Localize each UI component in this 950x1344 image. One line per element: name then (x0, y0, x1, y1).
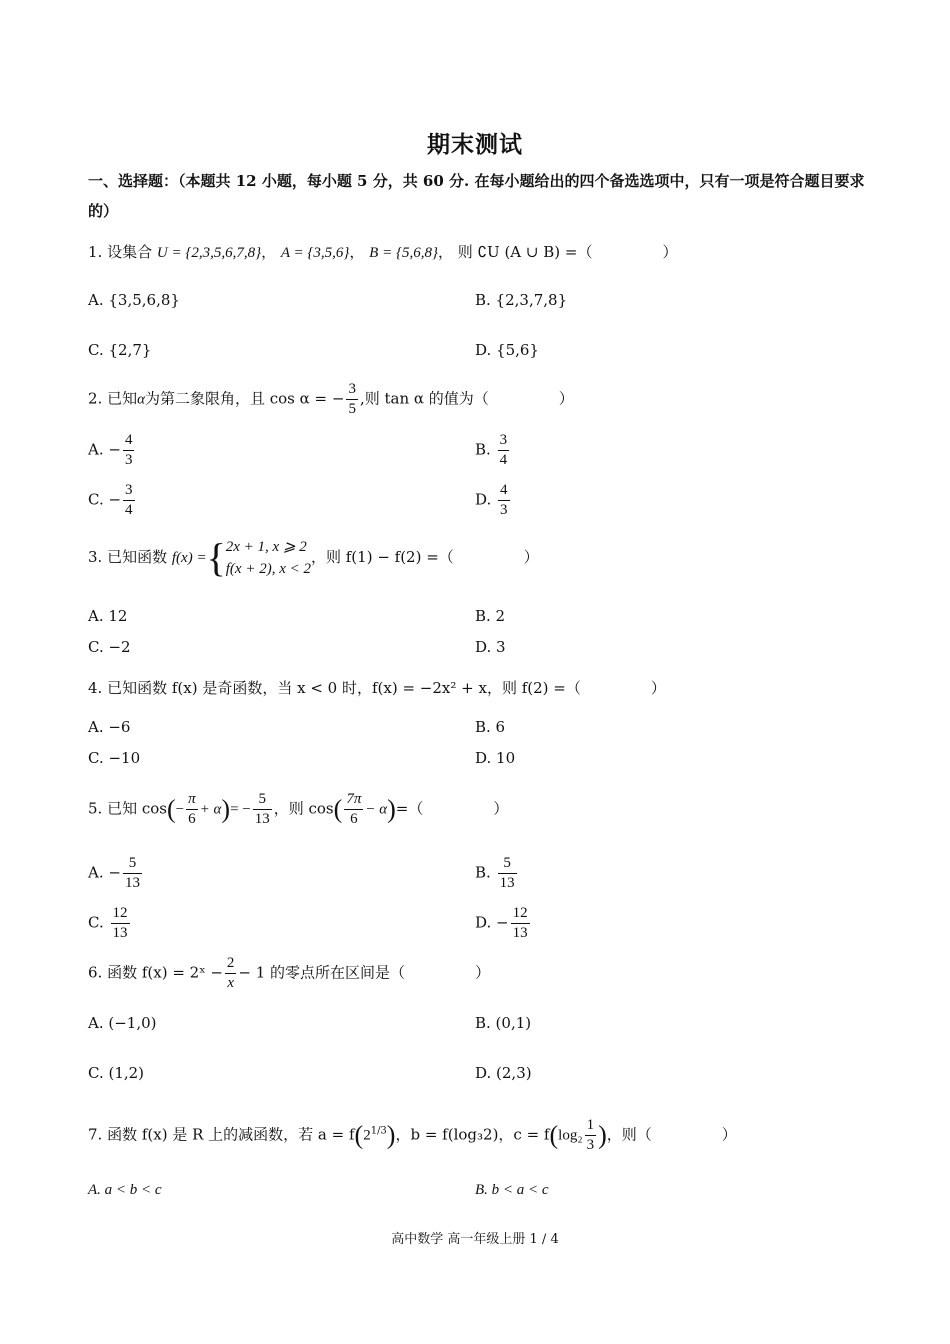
q3-brace: { (206, 535, 226, 580)
question-1: 1. 设集合 U = {2,3,5,6,7,8}， A = {3,5,6}， B = {5,6,8}， 则 ∁U (A ∪ B) =（ ） (88, 243, 678, 261)
q5-c-den: 13 (112, 925, 128, 941)
q1-prefix: 1. 设集合 (88, 243, 153, 261)
q7-option-b (475, 1180, 549, 1199)
q6-den: x (227, 975, 234, 991)
q2-a-den: 3 (124, 452, 133, 468)
q5-prefix: 5. 已知 cos (88, 799, 167, 818)
q5-minus-alpha: − α (365, 801, 388, 818)
q3-option-d: D. 3 (475, 638, 506, 656)
q2-option-b (475, 431, 511, 470)
q4-option-a: A. −6 (88, 718, 131, 736)
q7-exponent: 1/3 (370, 1125, 387, 1137)
q5-thirteen: 13 (254, 811, 270, 827)
q4-text: 4. 已知函数 f(x) 是奇函数，当 x < 0 时，f(x) = −2x² + x，则 f(2) =（ (88, 679, 581, 697)
q4-option-d: D. 10 (475, 749, 516, 767)
q2-c-label: C. − (88, 490, 122, 509)
q5-option-a (88, 854, 144, 893)
q1-option-a: A. {3,5,6,8} (88, 291, 180, 309)
q6-option-b: B. (0,1) (475, 1014, 532, 1032)
q7-a-text: A. a < b < c (88, 1182, 162, 1198)
q5-d-label: D. − (475, 913, 509, 932)
q7-option-a (88, 1180, 162, 1199)
q7-log: log₂ (558, 1127, 583, 1144)
q7-close: ） (721, 1125, 737, 1144)
q1-set-u: U = {2,3,5,6,7,8} (156, 245, 262, 261)
q5-mid: ，则 cos (273, 799, 334, 818)
section-heading: 一、选择题：（本题共 12 小题，每小题 5 分，共 60 分. 在每小题给出的四个备选选项中，只有一项是符合题目要求的） (88, 172, 865, 220)
q7-den: 3 (586, 1137, 595, 1153)
q4-option-c: C. −10 (88, 749, 141, 767)
q5-b-num: 5 (498, 854, 517, 874)
question-2 (88, 380, 574, 419)
q5-option-b (475, 854, 519, 893)
q7-prefix: 7. 函数 f(x) 是 R 上的减函数，若 a = f (88, 1125, 355, 1144)
q5-five: 5 (253, 790, 272, 810)
q2-mid: 为第二象限角，且 cos α = − (144, 389, 345, 408)
q3-close: ） (523, 548, 539, 566)
q5-c-label: C. (88, 913, 104, 932)
q2-d-label: D. (475, 490, 492, 509)
q6-option-d: D. (2,3) (475, 1064, 532, 1082)
q3-option-b: B. 2 (475, 607, 506, 625)
question-4 (88, 677, 666, 698)
question-3 (88, 536, 539, 580)
q1-ask: 则 ∁U (A ∪ B) =（ (457, 243, 593, 261)
q2-b-label: B. (475, 440, 491, 459)
q3-cases (226, 536, 311, 580)
q3-option-a: A. 12 (88, 607, 128, 625)
q3-prefix: 3. 已知函数 (88, 548, 168, 566)
q6-num: 2 (225, 954, 237, 974)
q5-six: 6 (188, 811, 196, 827)
q2-b-den: 4 (499, 452, 508, 468)
q2-d-den: 3 (500, 502, 508, 518)
q7-num: 1 (585, 1116, 597, 1136)
q5-pi: π (186, 790, 198, 810)
q2-numerator: 3 (346, 380, 358, 400)
q3-post: ，则 f(1) − f(2) =（ (310, 548, 454, 566)
q6-prefix: 6. 函数 f(x) = 2ˣ − (88, 963, 223, 982)
q5-7pi: 7π (344, 790, 363, 810)
q1-close: ） (662, 243, 678, 261)
q6-close: ） (475, 963, 491, 982)
q5-eq: = − (230, 801, 251, 818)
q5-option-c (88, 904, 132, 943)
q2-b-num: 3 (498, 431, 510, 451)
q1-option-d: D. {5,6} (475, 341, 539, 359)
q2-c-den: 4 (125, 502, 133, 518)
q1-option-c: C. {2,7} (88, 341, 152, 359)
q2-alpha: α (137, 391, 145, 408)
q5-post: =（ (395, 799, 424, 818)
q2-close: ） (558, 389, 574, 408)
q5-plus-alpha: + α (199, 801, 222, 818)
q2-fraction (346, 380, 358, 419)
q2-denominator: 5 (348, 401, 356, 417)
q7-post: ，则（ (606, 1125, 652, 1144)
q5-six-2: 6 (350, 811, 358, 827)
page-title: 期末测试 (427, 131, 523, 158)
q2-c-num: 3 (123, 481, 135, 501)
q5-c-num: 12 (111, 904, 130, 924)
q2-a-label: A. − (88, 440, 121, 459)
q1-option-b: B. {2,3,7,8} (475, 291, 568, 309)
q5-a-num: 5 (123, 854, 142, 874)
q5-b-den: 13 (499, 875, 515, 891)
page-footer: 高中数学 高一年级上册 1 / 4 (391, 1232, 559, 1247)
q5-a-label: A. − (88, 863, 121, 882)
q2-post: ,则 tan α 的值为（ (359, 389, 489, 408)
q1-set-b: B = {5,6,8} (369, 245, 438, 261)
q2-option-a (88, 431, 136, 470)
q5-close: ） (493, 799, 509, 818)
q4-close: ） (650, 679, 666, 697)
q7-base: 2 (363, 1127, 371, 1144)
q6-option-c: C. (1,2) (88, 1064, 145, 1082)
q4-option-b: B. 6 (475, 718, 506, 736)
q6-option-a: A. (−1,0) (88, 1014, 157, 1032)
q3-fx: f(x) = (171, 550, 207, 566)
q7-b-text: B. b < a < c (475, 1182, 549, 1198)
q6-post: − 1 的零点所在区间是（ (238, 963, 406, 982)
q2-prefix: 2. 已知 (88, 389, 138, 408)
q3-option-c: C. −2 (88, 638, 131, 656)
question-5: 5. 已知 cos(− $\frac{\pi}{6}$ + α)= − $\frac{5}{13}$ ，则 cos( $\frac{7\pi}{6}$ − α)=（ ） (88, 791, 509, 827)
q2-d-num: 4 (498, 481, 510, 501)
q5-d-den: 13 (512, 925, 528, 941)
q5-option-d (475, 904, 532, 943)
q5-d-num: 12 (511, 904, 530, 924)
q2-option-c (88, 481, 137, 520)
q3-case-2: f(x + 2), x < 2 (225, 561, 311, 577)
q5-b-label: B. (475, 863, 491, 882)
q3-case-1: 2x + 1, x ⩾ 2 (225, 539, 307, 555)
question-7: 7. 函数 f(x) 是 R 上的减函数，若 $a = f(2^{1/3})$，b = f(log₃2)，c = f(log₂ $\frac{1}{3}$ )，则（ ） (88, 1117, 737, 1153)
q5-minus: − (175, 801, 185, 818)
q5-a-den: 13 (124, 875, 140, 891)
q7-mid: ，b = f(log₃2)，c = f (395, 1125, 550, 1144)
q1-set-a: A = {3,5,6} (280, 245, 350, 261)
q2-a-num: 4 (123, 431, 135, 451)
q2-option-d (475, 481, 512, 520)
question-6 (88, 954, 490, 993)
